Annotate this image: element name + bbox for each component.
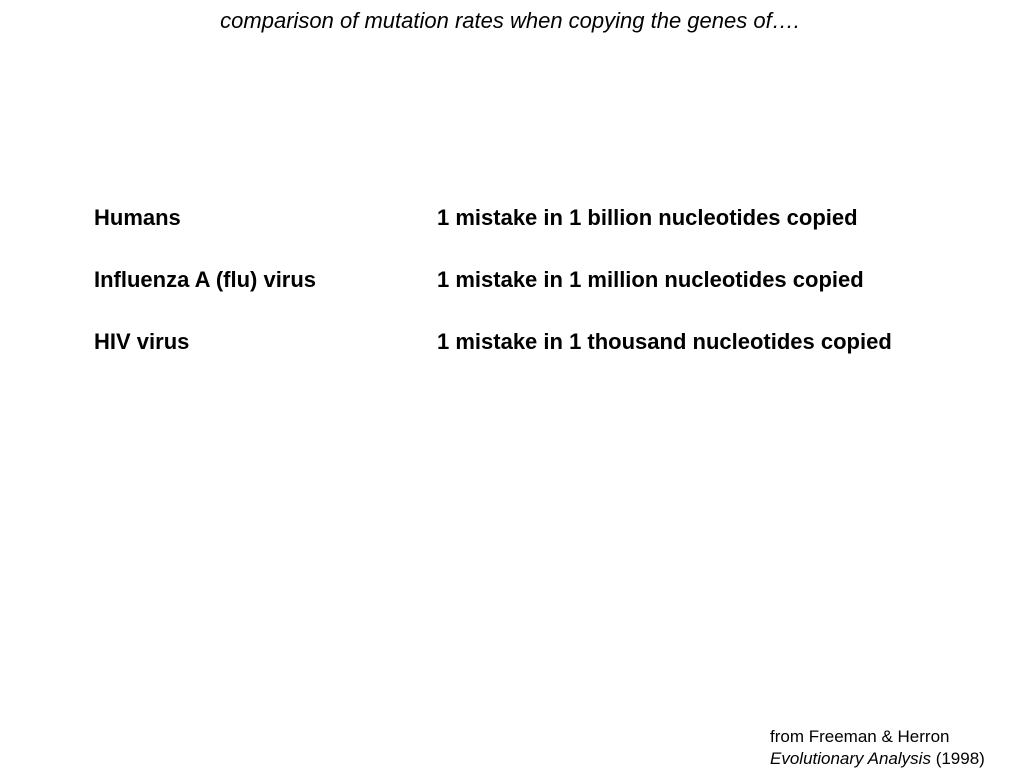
organism-label: HIV virus	[94, 329, 190, 354]
slide-title: comparison of mutation rates when copying the genes of….	[220, 8, 800, 33]
citation-authors: from Freeman & Herron	[770, 727, 950, 746]
organism-label: Influenza A (flu) virus	[94, 267, 317, 292]
mutation-rate-value: 1 mistake in 1 thousand nucleotides copied	[437, 329, 892, 354]
mutation-rate-value: 1 mistake in 1 billion nucleotides copied	[437, 205, 858, 230]
organism-label: Humans	[94, 205, 181, 230]
citation-book-title: Evolutionary Analysis	[770, 749, 931, 768]
source-citation	[770, 726, 985, 768]
mutation-rate-value: 1 mistake in 1 million nucleotides copied	[437, 267, 864, 292]
citation-book-line	[770, 748, 985, 768]
citation-year: (1998)	[935, 749, 985, 768]
